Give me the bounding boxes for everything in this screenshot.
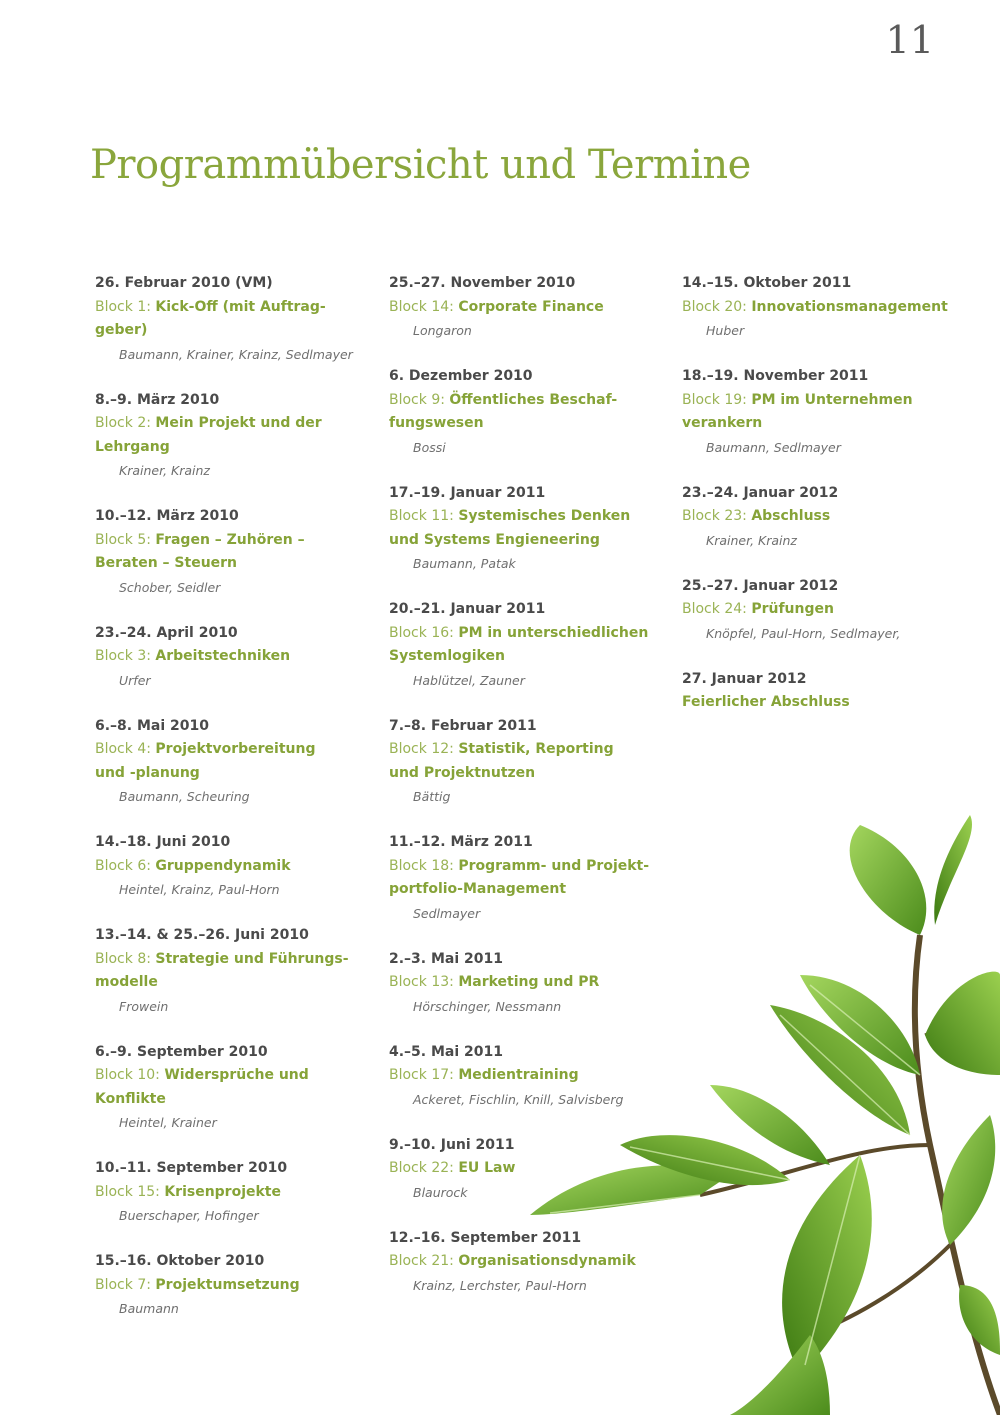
schedule-entry	[682, 668, 962, 715]
entry-instructors: Baumann, Scheuring	[119, 789, 250, 804]
entry-date: 10.–12. März 2010	[95, 508, 239, 524]
entry-title: Block 15: Krisenprojekte	[95, 1183, 281, 1200]
entry-title: Block 9: Öffentliches Beschaf-	[389, 391, 618, 408]
entry-title-cont: Systemlogiken	[389, 648, 505, 664]
schedule-entry	[389, 365, 659, 459]
block-label: Block 24:	[682, 601, 747, 617]
schedule-entry	[389, 272, 659, 343]
entry-instructors: Baumann, Sedlmayer	[706, 439, 841, 455]
entry-instructors: Baumann, Krainer, Krainz, Sedlmayer	[119, 346, 353, 362]
entry-instructors: Frowein	[119, 998, 169, 1014]
entry-instructors: Heintel, Krainer	[119, 1115, 217, 1130]
schedule-entry	[682, 365, 962, 459]
block-label: Block 21:	[389, 1253, 454, 1269]
entry-title-cont: und Projektnutzen	[389, 764, 536, 781]
entry-date: 4.–5. Mai 2011	[389, 1043, 504, 1060]
entry-title: Block 3: Arbeitstechniken	[95, 648, 291, 664]
entry-title: Block 16: PM in unterschiedlichen	[389, 624, 649, 641]
schedule-entry	[389, 831, 659, 925]
schedule-entry	[682, 482, 962, 553]
block-label: Block 8:	[95, 950, 151, 967]
block-label: Block 6:	[95, 857, 151, 874]
entry-instructors: Blaurock	[413, 1184, 468, 1200]
entry-date: 20.–21. Januar 2011	[389, 601, 546, 617]
entry-date: 10.–11. September 2010	[95, 1160, 288, 1176]
entry-date: 15.–16. Oktober 2010	[95, 1253, 265, 1269]
page-title: Programmübersicht und Termine	[90, 142, 751, 188]
entry-date: 17.–19. Januar 2011	[389, 484, 546, 501]
schedule-entry	[95, 272, 365, 366]
entry-date: 25.–27. Januar 2012	[682, 577, 839, 594]
entry-date: 14.–15. Oktober 2011	[682, 275, 852, 291]
entry-instructors: Longaron	[413, 323, 472, 338]
block-label: Block 12:	[389, 741, 454, 757]
block-label: Block 13:	[389, 974, 454, 990]
entry-instructors: Bossi	[413, 439, 446, 455]
entry-title: Block 17: Medientraining	[389, 1067, 579, 1083]
schedule-entry	[389, 1134, 659, 1205]
entry-title: Block 13: Marketing und PR	[389, 974, 600, 990]
entry-title: Block 4: Projektvorbereitung	[95, 741, 316, 757]
entry-title: Block 24: Prüfungen	[682, 601, 834, 617]
entry-date: 14.–18. Juni 2010	[95, 834, 231, 850]
entry-date: 9.–10. Juni 2011	[389, 1136, 515, 1153]
entry-title: Block 7: Projektumsetzung	[95, 1276, 300, 1293]
block-label: Block 14:	[389, 298, 454, 315]
entry-instructors: Schober, Seidler	[119, 579, 221, 595]
schedule-column-2	[389, 272, 659, 1320]
entry-instructors: Krainer, Krainz	[706, 532, 797, 548]
schedule-entry	[95, 505, 365, 599]
entry-title-cont: verankern	[682, 415, 763, 431]
entry-date: 7.–8. Februar 2011	[389, 717, 537, 734]
entry-title-cont: geber)	[95, 322, 148, 338]
block-label: Block 23:	[682, 508, 747, 524]
entry-title: Block 10: Widersprüche und Konflikte	[95, 1067, 309, 1107]
entry-title: Block 19: PM im Unternehmen	[682, 391, 913, 408]
schedule-column-3	[682, 272, 962, 737]
schedule-entry	[95, 924, 365, 1018]
block-label: Block 18:	[389, 857, 454, 874]
entry-instructors: Krainz, Lerchster, Paul-Horn	[413, 1277, 587, 1293]
entry-title-cont: modelle	[95, 974, 158, 990]
block-label: Block 19:	[682, 391, 747, 408]
schedule-entry	[682, 575, 962, 646]
entry-title-cont: fungswesen	[389, 415, 484, 431]
entry-title-cont: portfolio-Management	[389, 881, 567, 897]
entry-title: Block 12: Statistik, Reporting	[389, 741, 614, 757]
page-number: 11	[885, 18, 934, 62]
entry-title: Block 11: Systemisches Denken	[389, 508, 631, 524]
schedule-entry	[389, 482, 659, 576]
block-label: Block 17:	[389, 1067, 454, 1083]
entry-instructors: Ackeret, Fischlin, Knill, Salvisberg	[413, 1091, 624, 1107]
entry-title: Block 21: Organisationsdynamik	[389, 1253, 636, 1269]
entry-date: 6. Dezember 2010	[389, 368, 533, 384]
entry-date: 12.–16. September 2011	[389, 1229, 582, 1246]
entry-title: Block 18: Programm- und Projekt-	[389, 857, 650, 874]
block-label: Block 20:	[682, 298, 747, 315]
entry-title: Feierlicher Abschluss	[682, 694, 850, 710]
schedule-entry	[95, 389, 365, 483]
entry-date: 6.–8. Mai 2010	[95, 717, 210, 734]
entry-instructors: Krainer, Krainz	[119, 463, 210, 478]
block-label: Block 3:	[95, 648, 151, 664]
entry-title: Block 14: Corporate Finance	[389, 298, 604, 315]
entry-title-cont: Lehrgang	[95, 438, 170, 455]
schedule-entry	[389, 948, 659, 1019]
block-label: Block 5:	[95, 531, 151, 548]
entry-date: 11.–12. März 2011	[389, 834, 533, 850]
schedule-entry	[95, 715, 365, 809]
schedule-entry	[389, 1227, 659, 1298]
entry-instructors: Knöpfel, Paul-Horn, Sedlmayer,	[706, 625, 901, 641]
schedule-entry	[95, 1250, 365, 1321]
entry-instructors: Huber	[706, 323, 745, 338]
entry-date: 8.–9. März 2010	[95, 391, 220, 408]
entry-date: 6.–9. September 2010	[95, 1043, 268, 1060]
schedule-entry	[389, 598, 659, 692]
entry-title: Block 1: Kick-Off (mit Auftrag-	[95, 298, 326, 315]
entry-date: 26. Februar 2010 (VM)	[95, 275, 273, 291]
block-label: Block 2:	[95, 415, 151, 431]
entry-date: 2.–3. Mai 2011	[389, 950, 504, 967]
entry-date: 27. Januar 2012	[682, 670, 807, 687]
entry-instructors: Baumann	[119, 1301, 179, 1316]
entry-title-cont: Beraten – Steuern	[95, 555, 238, 571]
entry-title: Block 23: Abschluss	[682, 508, 831, 524]
entry-instructors: Sedlmayer	[413, 905, 481, 921]
block-label: Block 9:	[389, 391, 445, 408]
entry-instructors: Urfer	[119, 672, 151, 688]
entry-title-cont: und -planung	[95, 764, 200, 781]
schedule-entry	[95, 1157, 365, 1228]
block-label: Block 4:	[95, 741, 151, 757]
schedule-entry	[682, 272, 962, 343]
entry-date: 13.–14. & 25.–26. Juni 2010	[95, 927, 309, 943]
block-label: Block 10:	[95, 1067, 160, 1083]
entry-title-cont: und Systems Engieneering	[389, 531, 600, 548]
block-label: Block 7:	[95, 1276, 151, 1293]
block-label: Block 11:	[389, 508, 454, 524]
schedule-entry	[95, 831, 365, 902]
block-label: Block 22:	[389, 1160, 454, 1176]
entry-instructors: Hörschinger, Nessmann	[413, 998, 562, 1014]
entry-title: Block 5: Fragen – Zuhören –	[95, 531, 305, 548]
entry-title: Block 22: EU Law	[389, 1160, 516, 1176]
entry-date: 23.–24. April 2010	[95, 624, 238, 641]
entry-instructors: Buerschaper, Hofinger	[119, 1208, 259, 1223]
entry-instructors: Hablützel, Zauner	[413, 672, 525, 688]
entry-title: Block 20: Innovationsmanagement	[682, 298, 948, 315]
entry-title: Block 6: Gruppendynamik	[95, 857, 291, 874]
entry-instructors: Heintel, Krainz, Paul-Horn	[119, 882, 280, 897]
block-label: Block 15:	[95, 1183, 160, 1200]
entry-instructors: Bättig	[413, 789, 451, 804]
entry-date: 25.–27. November 2010	[389, 275, 576, 291]
block-label: Block 1:	[95, 298, 151, 315]
schedule-entry	[389, 1041, 659, 1112]
block-label: Block 16:	[389, 624, 454, 641]
schedule-column-1	[95, 272, 365, 1343]
entry-date: 23.–24. Januar 2012	[682, 484, 839, 501]
schedule-entry	[95, 622, 365, 693]
schedule-entry	[95, 1041, 365, 1135]
schedule-entry	[389, 715, 659, 809]
entry-title: Block 2: Mein Projekt und der	[95, 415, 322, 431]
entry-instructors: Baumann, Patak	[413, 556, 516, 571]
entry-title: Block 8: Strategie und Führungs-	[95, 950, 349, 967]
entry-date: 18.–19. November 2011	[682, 368, 869, 384]
